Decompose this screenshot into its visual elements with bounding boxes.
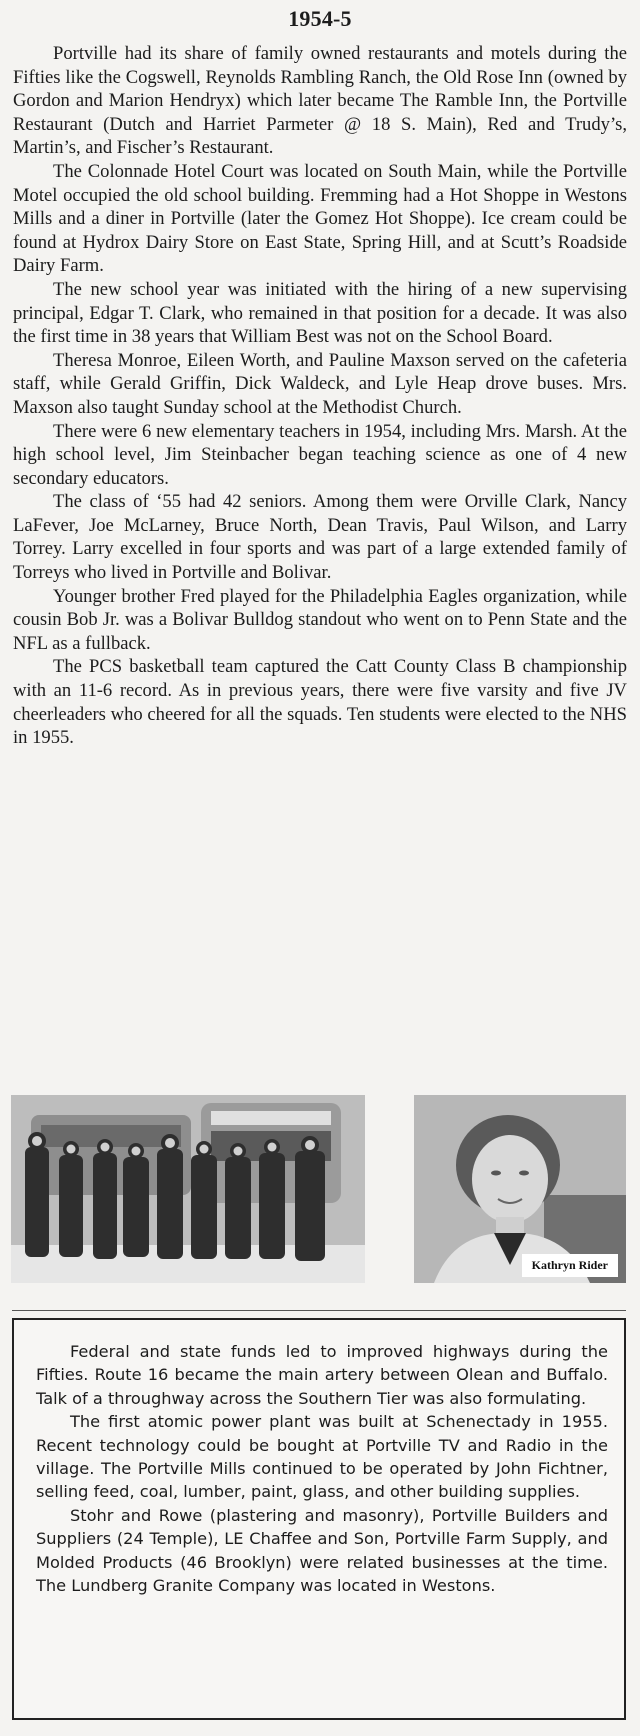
sidebar-box <box>12 1318 626 1720</box>
article-paragraph: Portville had its share of family owned restaurants and motels during the Fifties like the Cogswell, Reynolds Rambling Ranch, the Old Rose Inn (owned by Gordon and Marion Hendryx) which later became The Ramble Inn, the Portville Restaurant (Dutch and Harriet Parmeter @ 18 S. Main), Red and Trudy’s, Martin’s, and Fischer’s Restaurant. <box>13 43 627 159</box>
portrait-photo <box>414 1095 626 1283</box>
group-photo-bus-drivers <box>11 1095 365 1283</box>
sidebar-paragraph: Stohr and Rowe (plastering and masonry), Portville Builders and Suppliers (24 Temple), LE Chaffee and Son, Portville Farm Supply, and Molded Products (46 Brooklyn) were related businesses at the time. The Lundberg Granite Company was located in Westons. <box>36 1505 608 1596</box>
article-body <box>13 42 627 750</box>
article-paragraph: The PCS basketball team captured the Catt County Class B championship with an 11-6 record. As in previous years, there were five varsity and five JV cheerleaders who cheered for all the squads. Ten students were elected to the NHS in 1955. <box>13 656 627 749</box>
article-paragraph: Theresa Monroe, Eileen Worth, and Pauline Maxson served on the cafeteria staff, while Gerald Griffin, Dick Waldeck, and Lyle Heap drove buses. Mrs. Maxson also taught Sunday school at the Methodist Church. <box>13 349 627 418</box>
page-title: 1954-5 <box>288 6 352 31</box>
article-paragraph: The Colonnade Hotel Court was located on South Main, while the Portville Motel occupied the old school building. Fremming had a Hot Shoppe in Westons Mills and a diner in Portville (later the Gomez Hot Shoppe). Ice cream could be found at Hydrox Dairy Store on East State, Spring Hill, and at Scutt’s Roadside Dairy Farm. <box>13 160 627 277</box>
group-photo-image <box>11 1095 365 1283</box>
photo-caption: Kathryn Rider <box>522 1254 618 1277</box>
article-paragraph: The new school year was initiated with the hiring of a new supervising principal, Edgar T. Clark, who remained in that position for a decade. It was also the first time in 38 years that William Best was not on the School Board. <box>13 278 627 348</box>
article-paragraph: Younger brother Fred played for the Philadelphia Eagles organization, while cousin Bob Jr. was a Bolivar Bulldog standout who went on to Penn State and the NFL as a fullback. <box>13 585 627 654</box>
sidebar-paragraph: Federal and state funds led to improved highways during the Fifties. Route 16 became the main artery between Olean and Buffalo. Talk of a throughway across the Southern Tier was also formulating. <box>36 1342 608 1408</box>
article-paragraph: There were 6 new elementary teachers in 1954, including Mrs. Marsh. At the high school level, Jim Steinbacher began teaching science as one of 4 new secondary educators. <box>13 420 627 489</box>
sidebar-paragraph: The first atomic power plant was built at Schenectady in 1955. Recent technology could be bought at Portville TV and Radio in the village. The Portville Mills continued to be operated by John Fichtner, selling feed, coal, lumber, paint, glass, and other building supplies. <box>36 1412 608 1502</box>
photo-row <box>0 1095 640 1285</box>
article-paragraph: The class of ‘55 had 42 seniors. Among them were Orville Clark, Nancy LaFever, Joe McLarney, Bruce North, Dean Travis, Paul Wilson, and Larry Torrey. Larry excelled in four sports and was part of a large extended family of Torreys who lived in Portville and Bolivar. <box>13 491 627 584</box>
sidebar-divider <box>12 1310 626 1311</box>
